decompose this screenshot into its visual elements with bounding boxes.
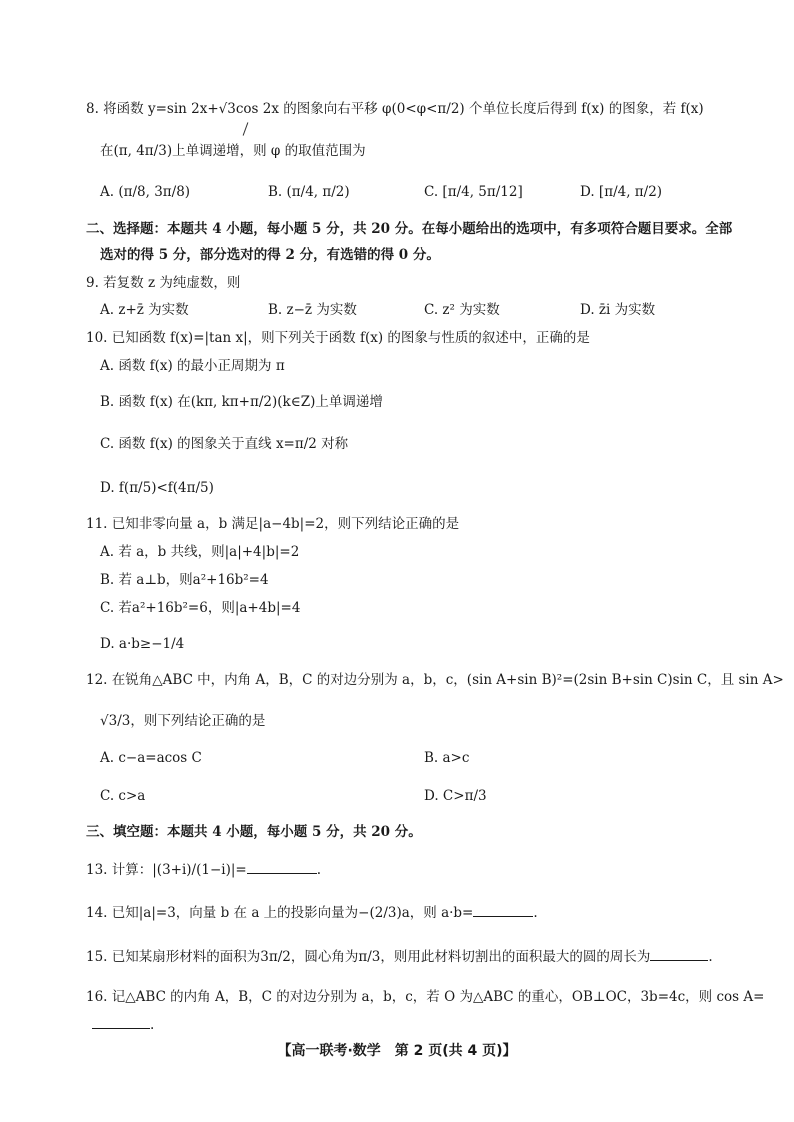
q12-line2: √3/3，则下列结论正确的是 <box>100 713 266 729</box>
q16-line2 <box>92 1014 154 1035</box>
section2-note: 选对的得 5 分，部分选对的得 2 分，有选错的得 0 分。 <box>100 247 440 263</box>
q14-text: 14. 已知|a|=3，向量 b 在 a 上的投影向量为−(2/3)a，则 a·b= <box>86 905 474 921</box>
q14-answer-blank[interactable] <box>473 902 533 917</box>
q12-option-a: A. c−a=acos C <box>100 750 202 766</box>
section3-heading: 三、填空题：本题共 4 小题，每小题 5 分，共 20 分。 <box>86 824 422 840</box>
q15-text: 15. 已知某扇形材料的面积为3π/2，圆心角为π/3，则用此材料切割出的面积最大的圆的周长为 <box>86 949 651 965</box>
q8-option-d: D. [π/4, π/2) <box>580 184 663 200</box>
q8-option-c: C. [π/4, 5π/12] <box>424 184 523 200</box>
q16-line1: 16. 记△ABC 的内角 A，B，C 的对边分别为 a，b，c，若 O 为△ABC 的重心，OB⊥OC，3b=4c，则 cos A= <box>86 989 765 1005</box>
q9-option-b: B. z−z̄ 为实数 <box>268 302 357 318</box>
q13-text: 13. 计算：|(3+i)/(1−i)|= <box>86 862 247 878</box>
q10-option-c: C. 函数 f(x) 的图象关于直线 x=π/2 对称 <box>100 436 349 452</box>
q11-option-c: C. 若a²+16b²=6，则|a+4b|=4 <box>100 600 301 616</box>
q13-answer-blank[interactable] <box>247 859 317 874</box>
q12-option-b: B. a>c <box>424 750 470 766</box>
q8-line2: 在(π, 4π/3)上单调递增，则 φ 的取值范围为 <box>100 143 366 159</box>
q14 <box>86 902 538 923</box>
q10-stem: 10. 已知函数 f(x)=|tan x|，则下列关于函数 f(x) 的图象与性质的叙述中，正确的是 <box>86 330 590 346</box>
q9-option-c: C. z² 为实数 <box>424 302 500 318</box>
q8-option-b: B. (π/4, π/2) <box>268 184 350 200</box>
q11-option-b: B. 若 a⊥b，则a²+16b²=4 <box>100 572 269 588</box>
section2-heading: 二、选择题：本题共 4 小题，每小题 5 分，共 20 分。在每小题给出的选项中，有多项符合题目要求。全部 <box>86 221 733 237</box>
q11-stem: 11. 已知非零向量 a，b 满足|a−4b|=2，则下列结论正确的是 <box>86 516 460 532</box>
q15-answer-blank[interactable] <box>650 946 708 961</box>
q10-option-a: A. 函数 f(x) 的最小正周期为 π <box>100 358 285 374</box>
q13-end: . <box>316 862 322 878</box>
q13 <box>86 859 321 880</box>
q10-option-d: D. f(π/5)<f(4π/5) <box>100 480 214 496</box>
q12-option-d: D. C>π/3 <box>424 788 487 804</box>
q15-end: . <box>708 949 713 965</box>
q9-option-d: D. z̄i 为实数 <box>580 302 656 318</box>
q11-option-d: D. a·b≥−1/4 <box>100 636 185 652</box>
q16-answer-blank[interactable] <box>92 1014 150 1029</box>
q12-line1: 12. 在锐角△ABC 中，内角 A，B，C 的对边分别为 a，b，c，(sin A+sin B)²=(2sin B+sin C)sin C，且 sin A> <box>86 672 784 688</box>
q12-option-c: C. c>a <box>100 788 146 804</box>
stray-mark <box>243 122 249 135</box>
q16-end: . <box>150 1017 155 1033</box>
q9-option-a: A. z+z̄ 为实数 <box>100 302 189 318</box>
q15 <box>86 946 713 967</box>
page-footer: 【高一联考·数学 第 2 页(共 4 页)】 <box>277 1043 517 1059</box>
q10-option-b: B. 函数 f(x) 在(kπ, kπ+π/2)(k∈Z)上单调递增 <box>100 394 383 410</box>
q8-line1: 8. 将函数 y=sin 2x+√3cos 2x 的图象向右平移 φ(0<φ<π/2) 个单位长度后得到 f(x) 的图象，若 f(x) <box>86 101 704 117</box>
q14-end: . <box>533 905 538 921</box>
q11-option-a: A. 若 a，b 共线，则|a|+4|b|=2 <box>100 544 300 560</box>
q8-option-a: A. (π/8, 3π/8) <box>100 184 191 200</box>
q9-stem: 9. 若复数 z 为纯虚数，则 <box>86 275 241 291</box>
